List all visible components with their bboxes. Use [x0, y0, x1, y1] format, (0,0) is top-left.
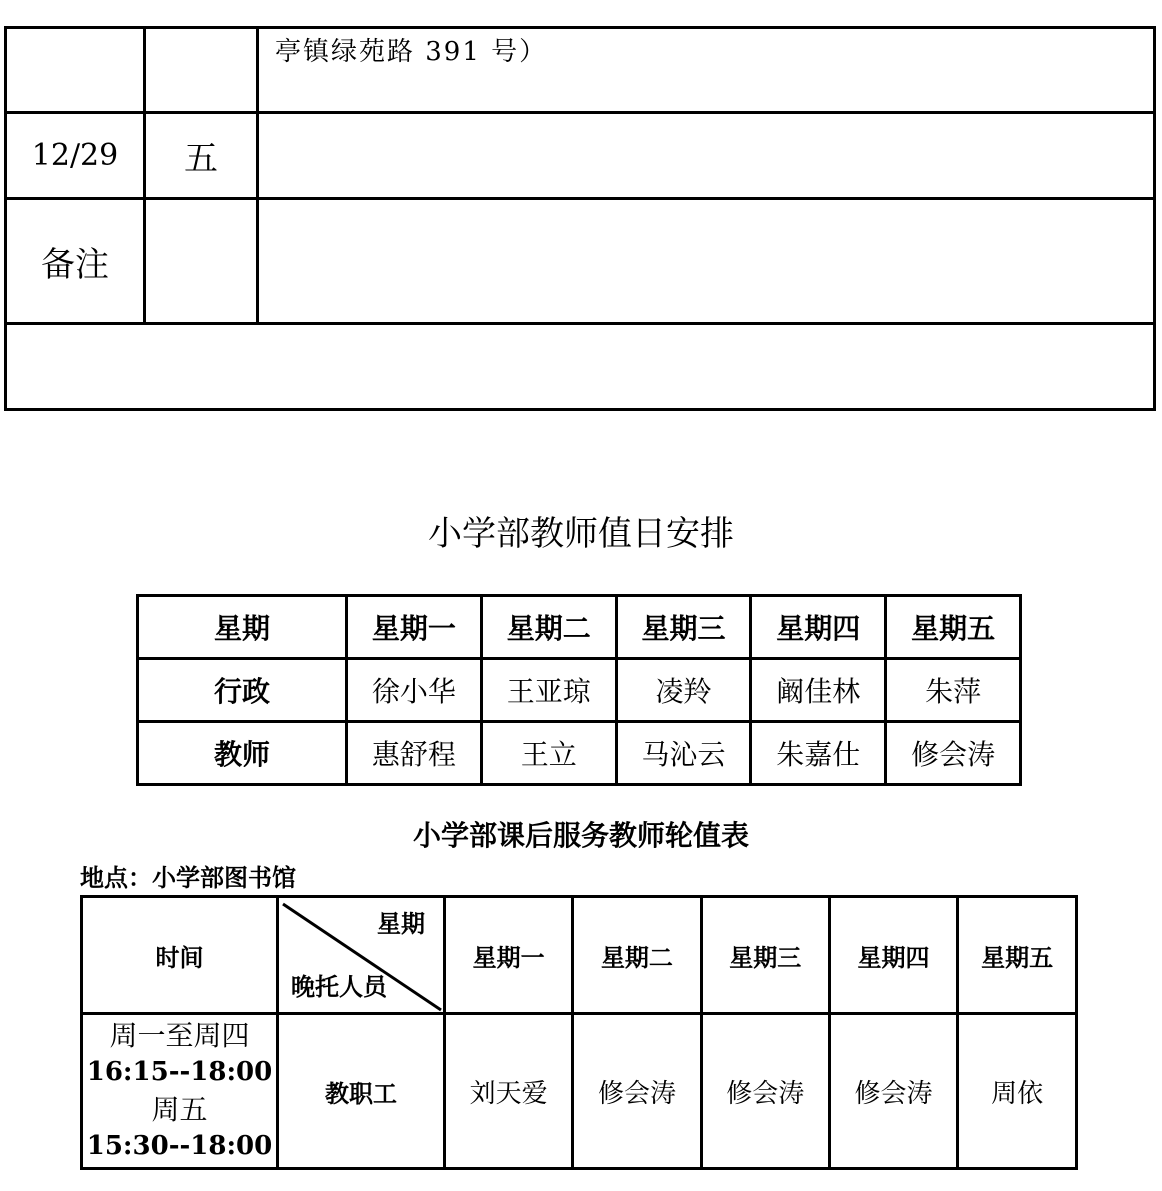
- name-cell: 马沁云: [616, 722, 751, 785]
- table-row: [138, 722, 1021, 785]
- name-cell: 修会涛: [573, 1014, 701, 1169]
- diagonal-top-label: 星期: [377, 910, 425, 938]
- date-cell: 12/29: [6, 113, 145, 199]
- name-cell: 朱萍: [886, 659, 1021, 722]
- header-cell: 星期一: [347, 596, 482, 659]
- header-cell: 星期三: [616, 596, 751, 659]
- name-cell: 王亚琼: [481, 659, 616, 722]
- name-cell: 朱嘉仕: [751, 722, 886, 785]
- row-label: 教师: [138, 722, 347, 785]
- date-cell-empty: [6, 28, 145, 113]
- day-header: 星期五: [958, 897, 1077, 1014]
- time-header: 时间: [82, 897, 278, 1014]
- note-cell-empty: [145, 199, 258, 324]
- location-label: 地点：小学部图书馆: [80, 864, 296, 892]
- table-row: [82, 897, 1077, 1014]
- name-cell: 王立: [481, 722, 616, 785]
- content-cell-empty: [258, 113, 1155, 199]
- header-cell: 星期二: [481, 596, 616, 659]
- address-text: 亭镇绿苑路 391 号）: [258, 28, 1155, 113]
- row-label: 行政: [138, 659, 347, 722]
- name-cell: 修会涛: [886, 722, 1021, 785]
- time-range: 15:30--18:00: [86, 1131, 273, 1161]
- name-cell: 惠舒程: [347, 722, 482, 785]
- name-cell: 徐小华: [347, 659, 482, 722]
- name-cell: 阚佳林: [751, 659, 886, 722]
- day-header: 星期四: [829, 897, 957, 1014]
- time-label: 周一至周四: [109, 1019, 250, 1052]
- header-cell: 星期五: [886, 596, 1021, 659]
- name-cell: 刘天爱: [445, 1014, 573, 1169]
- table-row: [138, 659, 1021, 722]
- header-cell: 星期: [138, 596, 347, 659]
- weekday-cell: 五: [145, 113, 258, 199]
- schedule-table-continued: [4, 26, 1156, 411]
- table-row: [82, 1014, 1077, 1169]
- header-cell: 星期四: [751, 596, 886, 659]
- name-cell: 周依: [958, 1014, 1077, 1169]
- time-range: 16:15--18:00: [86, 1057, 273, 1087]
- diagonal-bottom-label: 晚托人员: [291, 973, 387, 1001]
- footer-cell-empty: [6, 324, 1155, 410]
- service-table: [80, 895, 1078, 1170]
- duty-table-title: 小学部教师值日安排: [428, 514, 734, 554]
- note-content-empty: [258, 199, 1155, 324]
- name-cell: 凌羚: [616, 659, 751, 722]
- time-cell: [82, 1014, 278, 1169]
- weekday-cell-empty: [145, 28, 258, 113]
- duty-table: [136, 594, 1022, 786]
- staff-label: 教职工: [278, 1014, 445, 1169]
- day-header: 星期三: [701, 897, 829, 1014]
- name-cell: 修会涛: [829, 1014, 957, 1169]
- diagonal-header-cell: [278, 897, 445, 1014]
- table-row: [138, 596, 1021, 659]
- note-label: 备注: [6, 199, 145, 324]
- day-header: 星期一: [445, 897, 573, 1014]
- name-cell: 修会涛: [701, 1014, 829, 1169]
- time-label: 周五: [151, 1093, 208, 1126]
- day-header: 星期二: [573, 897, 701, 1014]
- service-table-title: 小学部课后服务教师轮值表: [412, 819, 749, 852]
